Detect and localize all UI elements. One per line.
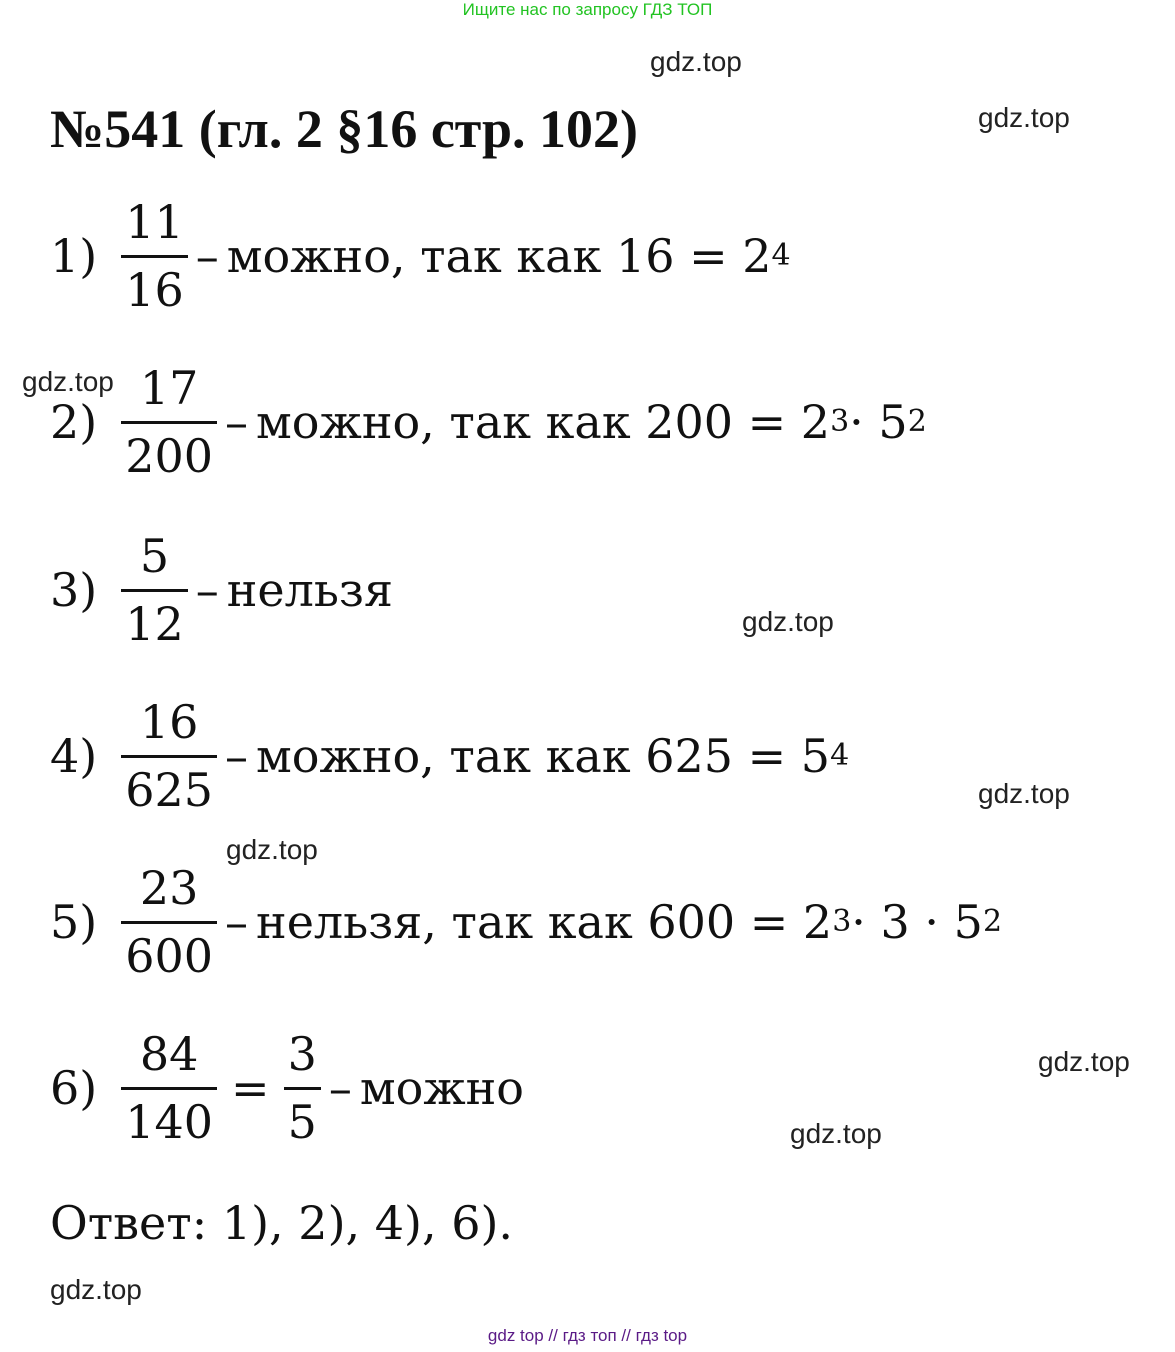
answer-line: Ответ: 1), 2), 4), 6). — [50, 1196, 514, 1250]
denominator: 200 — [125, 428, 214, 483]
fraction — [121, 862, 217, 983]
denominator: 600 — [125, 928, 214, 983]
fraction-bar — [121, 421, 217, 424]
fraction — [121, 362, 217, 483]
watermark: gdz.top — [1038, 1046, 1130, 1077]
numerator: 11 — [125, 195, 184, 249]
solution-item-2: 2) $\frac{17}{200}$ – можно, так как 200 = 2 3 · 5 2 — [50, 361, 927, 483]
dash: – — [225, 729, 249, 784]
footer-links: gdz top // гдз топ // гдз top — [487, 1326, 688, 1345]
dash: – — [225, 395, 249, 450]
solution-item-4: 4) $\frac{16}{625}$ – можно, так как 625 = 5 4 — [50, 695, 850, 817]
dash: – — [225, 895, 249, 950]
item-number: 5) — [50, 895, 98, 950]
watermark: gdz.top — [50, 1274, 142, 1305]
watermark: gdz.top — [790, 1118, 882, 1149]
fraction-bar — [121, 921, 217, 924]
item-text: можно, так как 200 = 2 — [256, 395, 831, 450]
fraction — [284, 1028, 321, 1149]
numerator: 3 — [287, 1027, 317, 1081]
solution-item-5: 5) $\frac{23}{600}$ – нельзя, так как 600 = 2 3 · 3 · 5 2 — [50, 861, 1003, 983]
fraction — [121, 1028, 217, 1149]
watermark: gdz.top — [650, 46, 742, 77]
page-title: №541 (гл. 2 §16 стр. 102) — [50, 99, 638, 159]
denominator: 16 — [125, 262, 184, 317]
watermark: gdz.top — [978, 778, 1070, 809]
fraction — [121, 696, 217, 817]
denominator: 5 — [287, 1094, 317, 1149]
numerator: 5 — [139, 529, 170, 583]
fraction-bar — [284, 1087, 321, 1090]
fraction — [121, 196, 188, 317]
item-text: нельзя — [226, 563, 394, 618]
numerator: 17 — [139, 361, 199, 415]
equals-sign: = — [231, 1061, 270, 1116]
item-text-mid: · 5 — [849, 395, 908, 450]
fraction — [121, 530, 188, 651]
item-number: 6) — [50, 1061, 98, 1116]
item-text: нельзя, так как 600 = 2 — [256, 895, 833, 950]
numerator: 16 — [139, 695, 199, 749]
solution-item-6 — [50, 1028, 524, 1149]
search-banner: Ищите нас по запросу ГДЗ ТОП — [462, 0, 713, 19]
dash: – — [195, 563, 219, 618]
item-number: 1) — [50, 229, 98, 284]
numerator: 84 — [139, 1027, 199, 1081]
item-number: 2) — [50, 395, 98, 450]
dash: – — [195, 229, 219, 284]
watermark: gdz.top — [226, 834, 318, 865]
fraction-bar — [121, 1087, 217, 1090]
watermark: gdz.top — [22, 366, 114, 397]
item-text: можно — [359, 1061, 525, 1116]
watermark: gdz.top — [742, 606, 834, 637]
fraction-bar — [121, 589, 188, 592]
solution-item-1: 1) $\frac{11}{16}$ – можно, так как 16 = 2 4 — [50, 195, 791, 317]
item-number: 3) — [50, 563, 98, 618]
solution-item-3 — [50, 530, 393, 651]
dash: – — [328, 1061, 352, 1116]
denominator: 140 — [125, 1094, 214, 1149]
fraction-bar — [121, 255, 188, 258]
item-text: можно, так как 625 = 5 — [256, 729, 831, 784]
watermark: gdz.top — [978, 102, 1070, 133]
numerator: 23 — [139, 861, 199, 915]
item-number: 4) — [50, 729, 98, 784]
denominator: 625 — [125, 762, 214, 817]
fraction-bar — [121, 755, 217, 758]
denominator: 12 — [125, 596, 184, 651]
item-text: можно, так как 16 = 2 — [226, 229, 772, 284]
item-text-mid: · 3 · 5 — [851, 895, 983, 950]
